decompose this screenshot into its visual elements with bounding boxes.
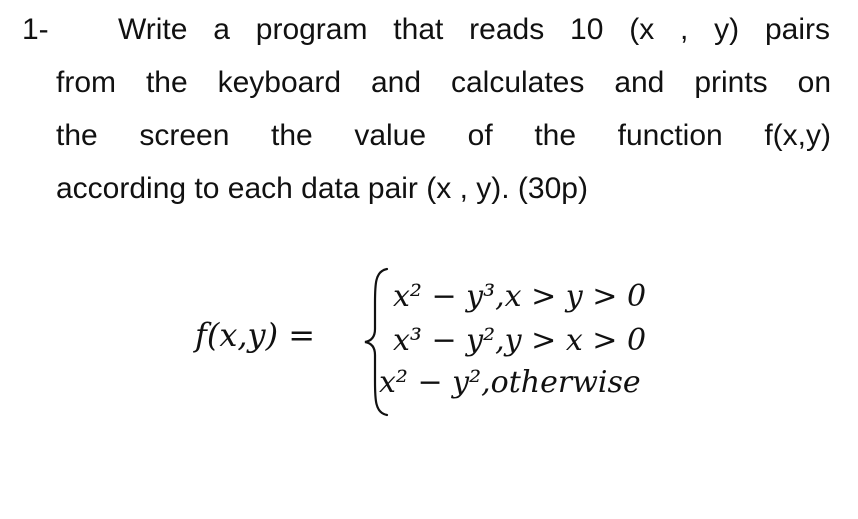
question-text-line-4: according to each data pair (x , y). (30p) (56, 172, 588, 205)
question-text-line-3: the screen the value of the function f(x,y) (56, 119, 831, 152)
piecewise-formula (195, 265, 695, 425)
question-text-line-2: from the keyboard and calculates and prints on (56, 66, 831, 99)
formula-case-3: x² − y²,otherwise (379, 365, 641, 400)
formula-case-1: x² − y³,x > y > 0 (393, 279, 647, 314)
question-text-line-1: Write a program that reads 10 (x , y) pairs (118, 13, 830, 46)
question-number: 1- (22, 13, 49, 46)
formula-lhs: f(x,y) = (195, 316, 316, 354)
formula-case-2: x³ − y²,y > x > 0 (393, 323, 647, 358)
